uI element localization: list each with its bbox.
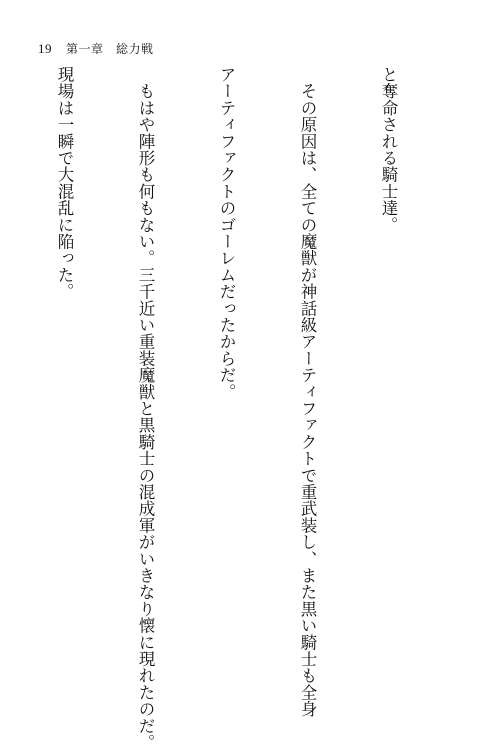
text-line: その原因は、全ての魔獣が神話級アーティファクトで重武装し、また黒い騎士も全身	[298, 66, 317, 718]
chapter-title: 第一章 総力戦	[66, 42, 154, 56]
page-header	[38, 40, 154, 57]
text-line: もはや陣形も何もない。三千近い重装魔獣と黒騎士の混成軍がいきなり懐に現れたのだ。	[136, 66, 155, 751]
page-number: 19	[38, 41, 52, 56]
text-line: アーティファクトのゴーレムだったからだ。	[217, 66, 236, 400]
novel-body-text	[0, 66, 456, 751]
text-line: 現場は一瞬で大混乱に陥った。	[55, 66, 74, 300]
text-line: と奪命される騎士達。	[379, 66, 398, 233]
